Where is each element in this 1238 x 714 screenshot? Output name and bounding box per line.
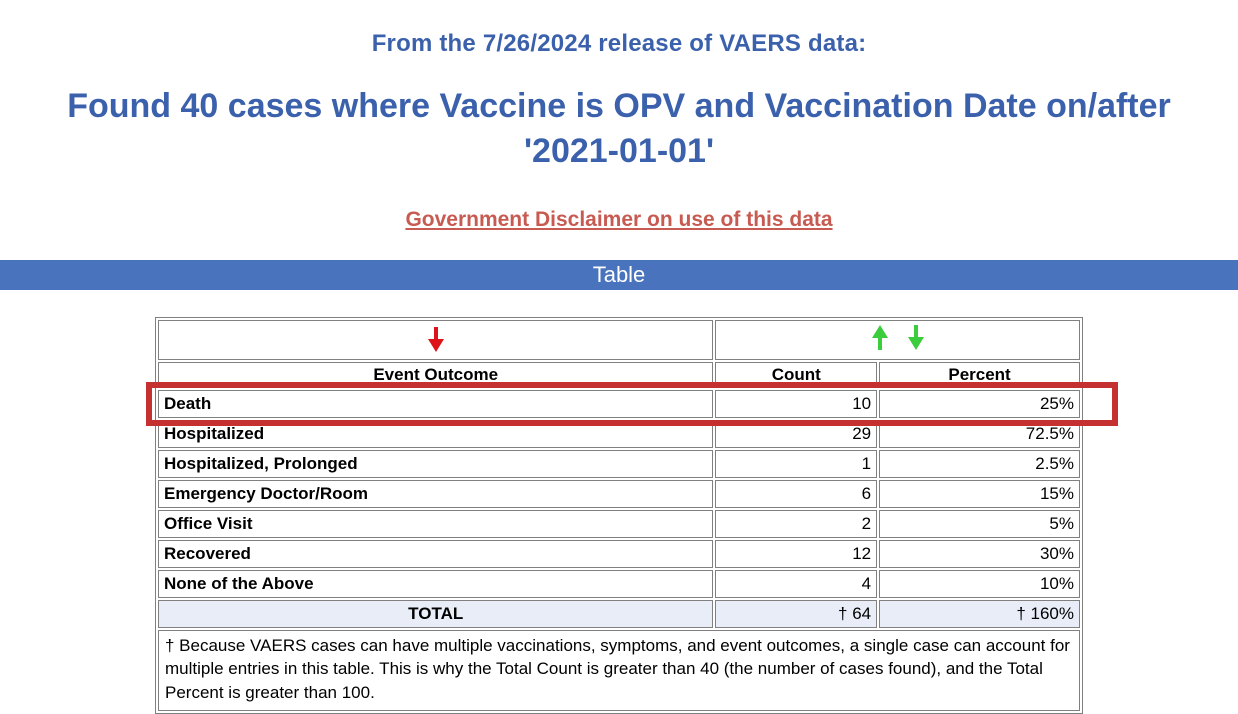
- table-row: [158, 450, 1080, 478]
- results-table-container: [155, 317, 1083, 714]
- outcome-cell: Office Visit: [158, 510, 713, 538]
- column-header-count: Count: [715, 362, 877, 388]
- outcome-cell: Death: [158, 390, 713, 418]
- table-footer: [158, 600, 1080, 711]
- section-bar-label: Table: [592, 261, 646, 287]
- table-row: [158, 420, 1080, 448]
- column-header-event-outcome: Event Outcome: [158, 362, 713, 388]
- percent-cell: 72.5%: [879, 420, 1080, 448]
- table-row: [158, 570, 1080, 598]
- percent-cell: 15%: [879, 480, 1080, 508]
- total-row: [158, 600, 1080, 628]
- count-cell: 2: [715, 510, 877, 538]
- percent-cell: 5%: [879, 510, 1080, 538]
- percent-cell: 2.5%: [879, 450, 1080, 478]
- table-row: [158, 510, 1080, 538]
- disclaimer-link-row: [0, 208, 1238, 232]
- count-cell: 10: [715, 390, 877, 418]
- table-row: [158, 540, 1080, 568]
- release-header: From the 7/26/2024 release of VAERS data:: [371, 30, 867, 57]
- sort-ascending-green-arrow-icon[interactable]: [869, 324, 891, 351]
- total-percent-cell: † 160%: [879, 600, 1080, 628]
- table-body: [158, 390, 1080, 598]
- column-header-row: [158, 362, 1080, 388]
- page-title: Found 40 cases where Vaccine is OPV and Vaccination Date on/after '2021-01-01': [67, 87, 1171, 170]
- percent-cell: 10%: [879, 570, 1080, 598]
- count-cell: 6: [715, 480, 877, 508]
- table-row: [158, 480, 1080, 508]
- count-percent-sort-cell[interactable]: [715, 320, 1080, 360]
- outcome-cell: Emergency Doctor/Room: [158, 480, 713, 508]
- count-cell: 12: [715, 540, 877, 568]
- sort-descending-green-arrow-icon[interactable]: [905, 324, 927, 351]
- footnote-cell: † Because VAERS cases can have multiple vaccinations, symptoms, and event outcomes, a single case can account for multiple entries in this table. This is why the Total Count is greater than 40 (the number of cases found), and the Total Percent is greater than 100.: [158, 630, 1080, 711]
- total-label-cell: TOTAL: [158, 600, 713, 628]
- table-row: [158, 390, 1080, 418]
- column-header-percent: Percent: [879, 362, 1080, 388]
- footnote-row: [158, 630, 1080, 711]
- count-cell: 4: [715, 570, 877, 598]
- count-cell: 1: [715, 450, 877, 478]
- total-count-cell: † 64: [715, 600, 877, 628]
- sort-icons-row: [158, 320, 1080, 360]
- sort-icons-group: [869, 324, 927, 351]
- table-section-bar: [0, 260, 1238, 290]
- percent-cell: 30%: [879, 540, 1080, 568]
- government-disclaimer-link[interactable]: Government Disclaimer on use of this data: [405, 207, 833, 231]
- outcome-sort-cell[interactable]: [158, 320, 713, 360]
- outcome-cell: Recovered: [158, 540, 713, 568]
- sort-descending-red-arrow-icon[interactable]: [425, 326, 447, 353]
- outcome-cell: Hospitalized, Prolonged: [158, 450, 713, 478]
- outcome-cell: Hospitalized: [158, 420, 713, 448]
- event-outcome-table: [155, 317, 1083, 714]
- count-cell: 29: [715, 420, 877, 448]
- outcome-cell: None of the Above: [158, 570, 713, 598]
- percent-cell: 25%: [879, 390, 1080, 418]
